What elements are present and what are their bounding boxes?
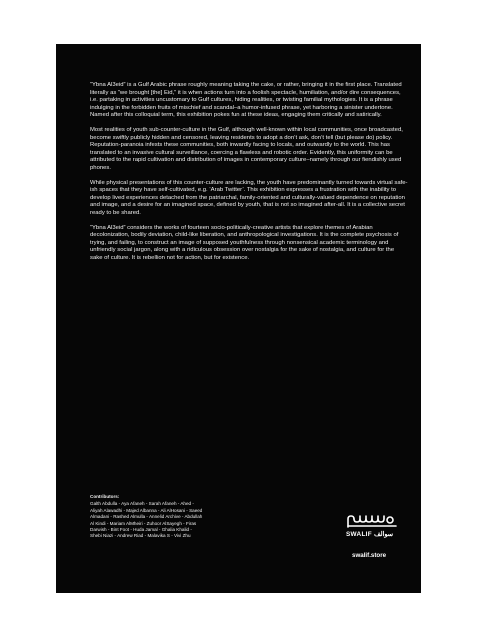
contributors-line: Darwish - Bint Foot - Huda Jamal - Ghalia Khalid - (90, 527, 192, 533)
blurb-paragraph-2: Most realities of youth sub-counter-culture in the Gulf, although well-known within local communities, once broadcasted, become swiftly publicly hidden and censored, leaving residents to adopt a don’t ask, don’t tell (but please do) policy. Reputation-paranoia infests these communities, both inwardly facing to locals, and outwardly to the world. This has translated to an invasive cultural surveillance, coercing a flawless and robotic order. Evidently, this uniformity can be attributed to the rapid cultivation and distribution of images in contemporary culture–namely through our fiendishly used phones. (90, 127, 403, 171)
contributors-line: Almadani - Rashed Almulla - Annelid Archive - Abdullah (90, 514, 203, 520)
contributors-line: Aliyah Alawadhi - Majed Albanna - Ali AlHosani - Saeed (90, 507, 203, 513)
publisher-wordmark: SWALIF سوالف (346, 531, 394, 538)
publisher-logo (346, 514, 406, 544)
book-back-cover (56, 44, 421, 593)
blurb-paragraph-4: “Ybna Al3eid” considers the works of fourteen socio-politically-creative artists that explore themes of Arabian decolonization, bodily deviation, child-like liberation, and anthropological investigations. It is the complete psychosis of trying, and failing, to construct an image of supposed youthfulness through nonsensical academic terminology and unfriendly social jargon, along with a ridiculous obsession over nostalgia for the sake of nostalgia, and culture for the sake of culture. It is rebellion not for action, but for existence. (90, 224, 399, 261)
blurb-text (90, 82, 408, 270)
contributors-list (90, 494, 270, 540)
contributors-line: Al Kindi - Mariam AlMheiri - Zuhoor AlSayegh - Firas (90, 520, 197, 526)
swalif-logo-icon (346, 514, 398, 529)
blurb-paragraph-1: “Ybna Al3eid” is a Gulf Arabic phrase roughly meaning taking the cake, or rather, bringing it in the first place. Translated literally as “we brought [the] Eid,” it is when actions turn into a foolish spectacle, humiliation, and/or dire consequences, i.e. partaking in activities uncustomary to Gulf cultures, hiding realities, or twisting familial mythologies. It is a phrase indulging in the forbidden fruits of mischief and scandal–a humor-infused phrase, yet harboring a sinister undertone. Named after this colloquial term, this exhibition pokes fun at these ideas, engaging them critically and satirically. (90, 82, 402, 118)
blurb-paragraph-3: While physical presentations of this counter-culture are lacking, the youth have predominantly turned towards virtual safe-ish spaces that they have self-cultivated, e.g. ‘Arab Twitter’. This exhibition expresses a frustration with the inability to develop lived experiences detached from the patriarchal, family-oriented and culturally-valued dependence on reputation and image, and a desire for an imagined space, defined by youth, that is not so imagined after-all. It is a collective secret ready to be shared. (90, 179, 408, 216)
contributors-line: Shebi Niazi - Andrew Riad - Malavika S - Vivi Zhu (90, 533, 191, 539)
contributors-heading: Contributors: (90, 494, 120, 499)
publisher-url: swalif.store (352, 552, 387, 559)
contributors-line: Galth Abdulla - Aya Afaneh - Sarah Afaneh - Ahed - (90, 501, 194, 507)
